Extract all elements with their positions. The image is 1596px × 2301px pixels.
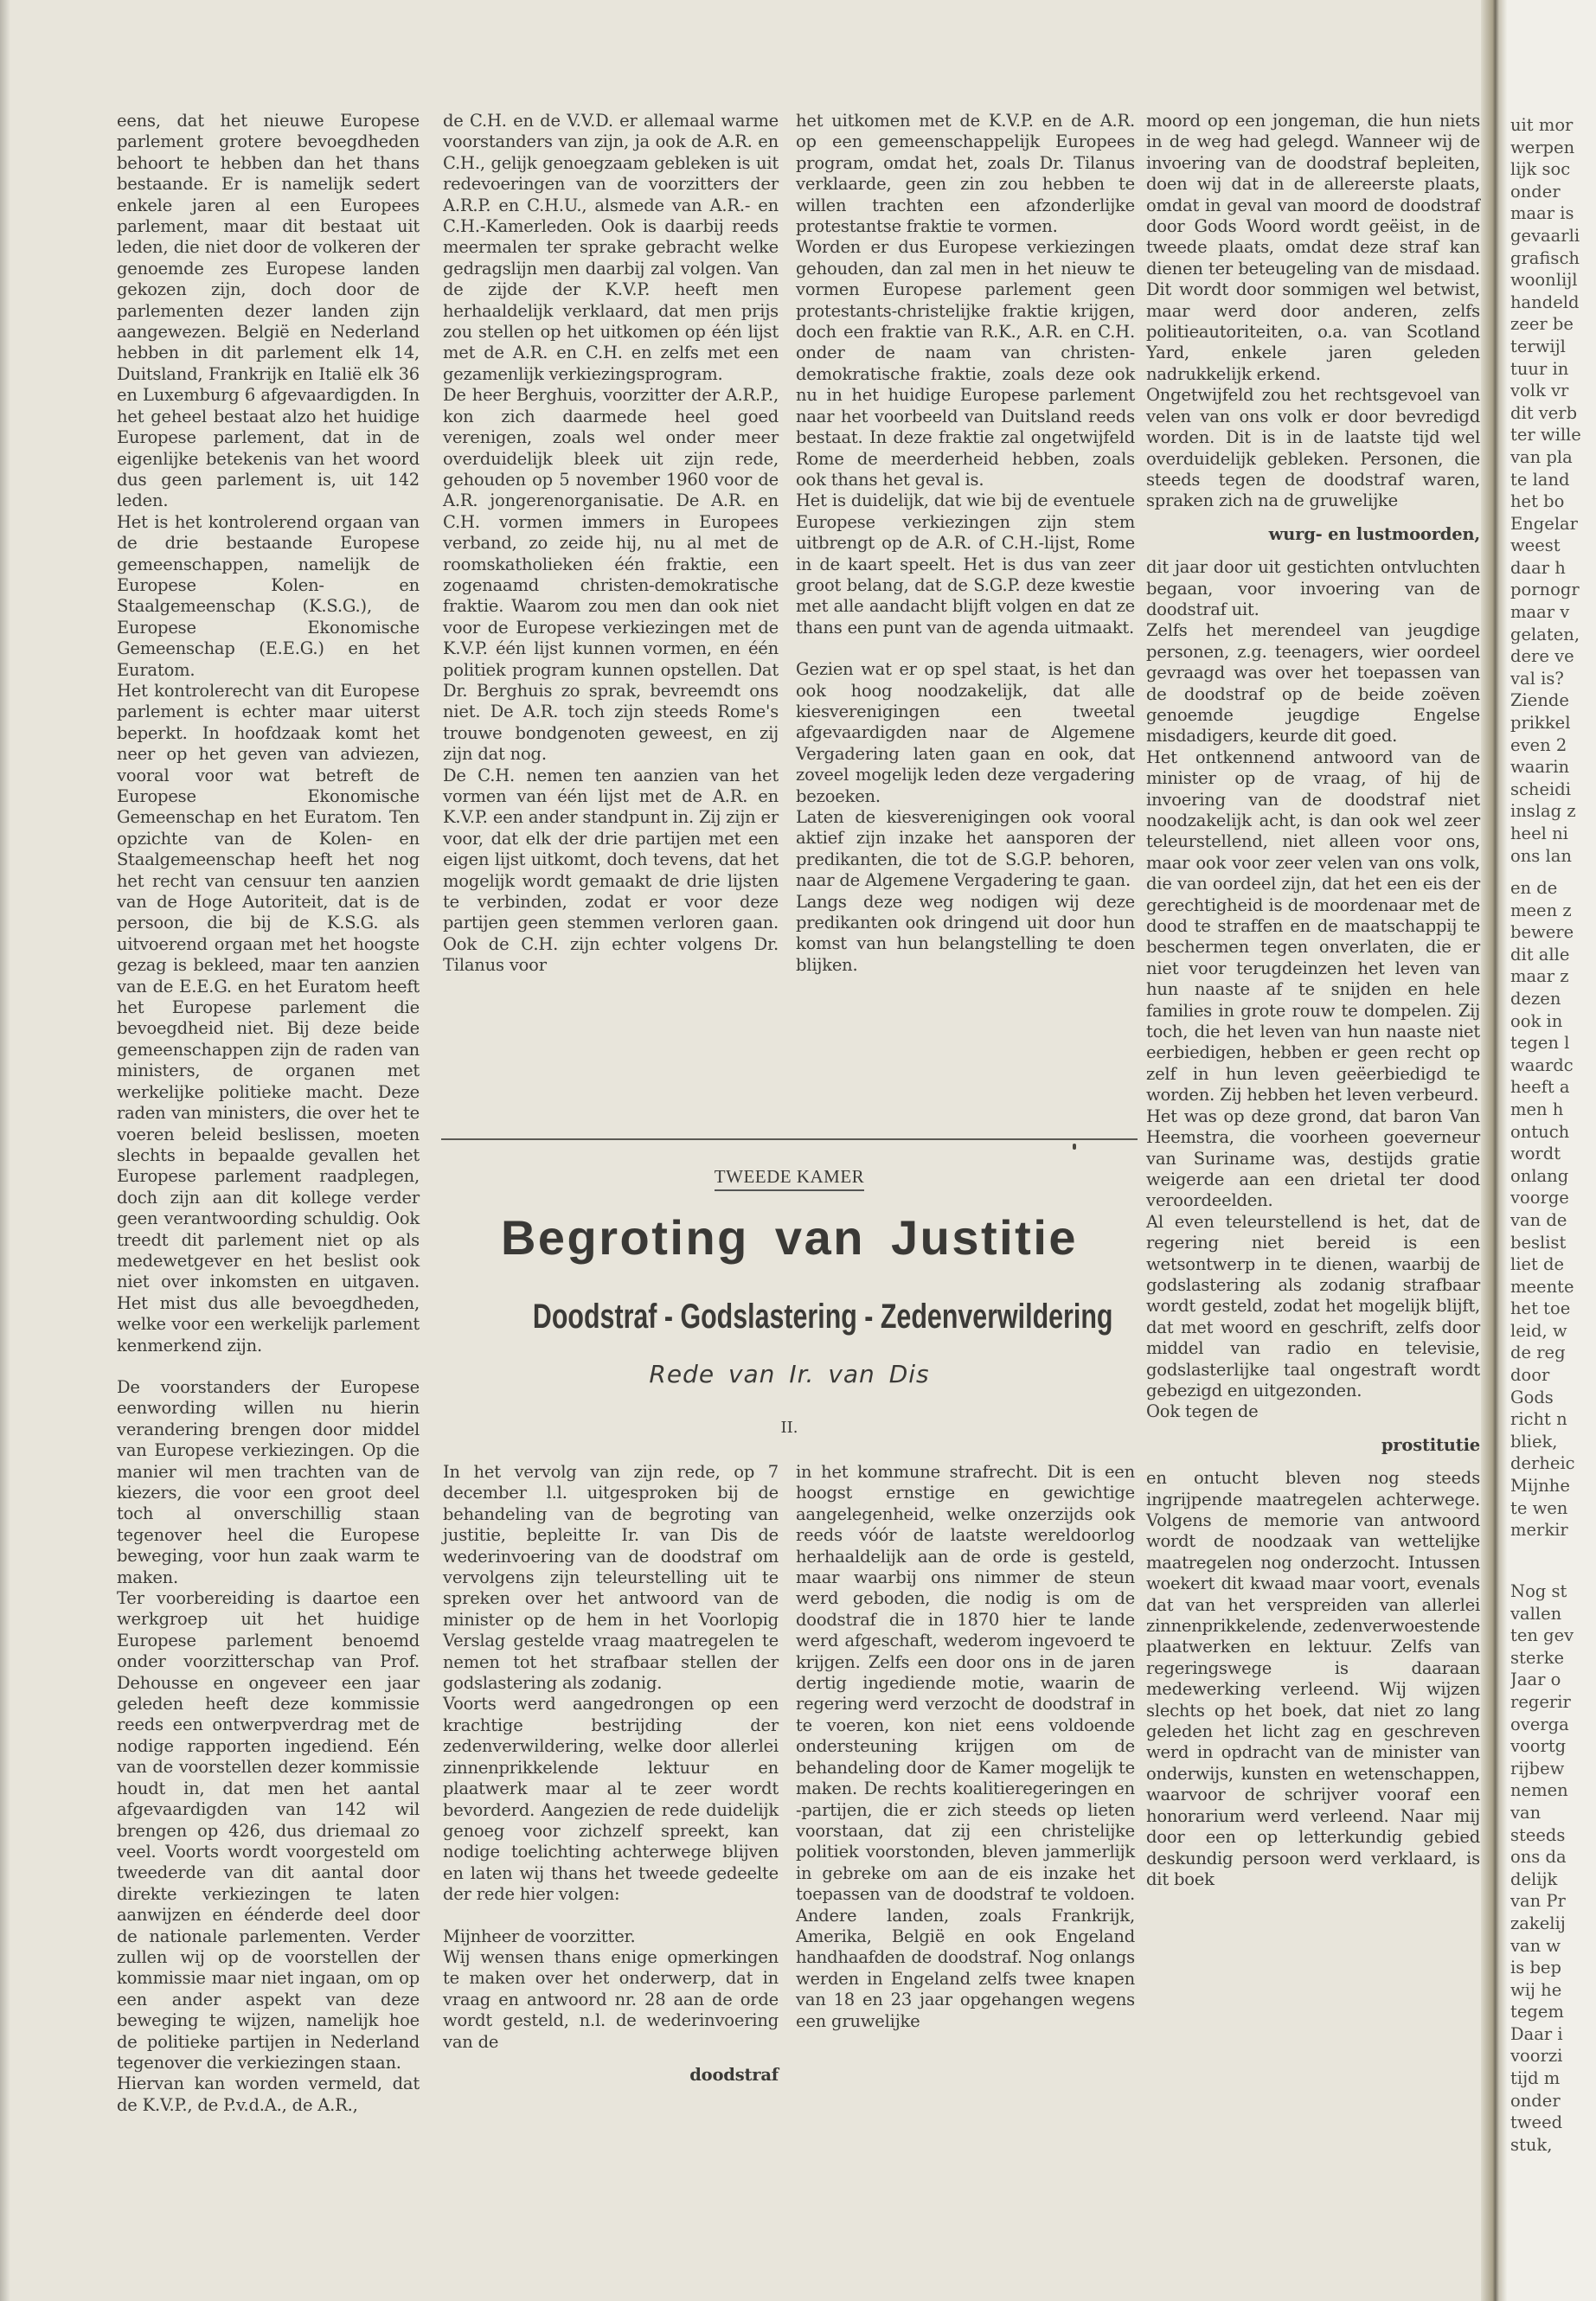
text-line-fragment: overga: [1510, 1714, 1569, 1734]
text-line-fragment: van de: [1510, 1209, 1567, 1230]
paragraph: Mijnheer de voorzitter.: [443, 1926, 636, 1946]
text-line-fragment: zakelij: [1510, 1913, 1566, 1933]
paragraph: Gezien wat er op spel staat, is het dan ook hoog noodzakelijk, dat alle kiesverenigingen een tweetal afgevaardigden naar de Algemene Vergadering laten gaan en ook, dat zoveel mogelijk leden deze vergadering bezoeken.: [796, 659, 1135, 806]
text-line-fragment: maar is: [1510, 203, 1574, 224]
text-line-fragment: even 2: [1510, 734, 1567, 755]
text-line-fragment: wij he: [1510, 1979, 1562, 2000]
text-line-fragment: richt n: [1510, 1409, 1567, 1430]
column-4: [1146, 111, 1480, 1890]
text-line-fragment: waardc: [1510, 1054, 1574, 1075]
text-line-fragment: woonlijl: [1510, 270, 1578, 291]
text-line-fragment: werpen: [1510, 137, 1575, 157]
text-line-fragment: Jaar o: [1510, 1670, 1561, 1690]
page-fold: [1481, 0, 1507, 2301]
text-line-fragment: weest: [1510, 535, 1561, 556]
text-line-fragment: pornogr: [1510, 580, 1580, 600]
text-line-fragment: ons lan: [1510, 845, 1572, 866]
text-line-fragment: bliek,: [1510, 1431, 1558, 1452]
text-line-fragment: Ziende: [1510, 690, 1569, 711]
paragraph: Ter voorbereiding is daartoe een werkgroep uit het huidige Europese parlement benoemd onder voorzitterschap van Prof. Dehousse en ongeveer een jaar geleden heeft deze kommissie reeds een ontwerpverdrag met de nodige rapporten ingediend. Eén van de voorstellen dezer kommissie houdt in, dat men het aantal afgevaardigden van 142 wil brengen op 426, dus driemaal zo veel. Voorts wordt voorgesteld om tweederde van dit aantal door direkte verkiezingen te laten aanwijzen en éénderde deel door de nationale parlementen. Verder zullen wij op de voorstellen der kommissie maar niet ingaan, om op een ander aspekt van deze beweging te wijzen, namelijk hoe de politieke partijen in Nederland tegenover die verkiezingen staan.: [117, 1588, 420, 2073]
text-line-fragment: delijk: [1510, 1868, 1558, 1889]
text-line-fragment: dit verb: [1510, 402, 1578, 423]
text-line-fragment: Nog st: [1510, 1581, 1567, 1601]
next-page-fragment-3: [1510, 1580, 1596, 2156]
text-line-fragment: stuk,: [1510, 2134, 1553, 2155]
section-label-text: TWEEDE KAMER: [715, 1166, 864, 1191]
paragraph: Het kontrolerecht van dit Europese parlement is echter maar uiterst beperkt. In hoofdzaak komt het neer op het geven van adviezen, vooral voor wat betreft de Europese Ekonomische Gemeenschap en het Euratom. Ten opzichte van de Kolen- en Staalgemeenschap heeft het nog het recht van censuur ten aanzien van de Hoge Autoriteit, dat is de persoon, die bij de K.S.G. als uitvoerend orgaan met het hoogste gezag is bekleed, maar ten aanzien van de E.E.G. en het Euratom heeft het Europese parlement die bevoegdheid niet. Bij deze beide gemeenschappen zijn de raden van ministers, de organen met werkelijke politieke macht. Deze raden van ministers, die over het te voeren beleid beslissen, moeten slechts in bepaalde gevallen het Europese parlement raadplegen, doch zijn aan dit kollege verder geen verantwoording schuldig. Ook treedt dit parlement niet op als medewetgever en het beslist ook niet over inkomsten en uitgaven. Het mist dus alle bevoegdheden, welke voor een werkelijk parlement kenmerkend zijn.: [117, 680, 420, 1356]
text-line-fragment: is bep: [1510, 1958, 1561, 1978]
text-line-fragment: van pla: [1510, 446, 1573, 467]
text-line-fragment: tweed: [1510, 2112, 1563, 2133]
text-line-fragment: terwijl: [1510, 336, 1566, 356]
section-label: [441, 1166, 1138, 1191]
text-line-fragment: beslist: [1510, 1232, 1567, 1253]
paragraph: Al even teleurstellend is het, dat de regering niet bereid is een wetsontwerp in te dienen, waarbij de godslastering als zodanig strafbaar wordt gesteld, zodat het mogelijk blijft, dat met woord en geschrift, zelfs door middel van radio en televisie, godslasterlijke taal ongestraft wordt gebezigd en uitgezonden.: [1146, 1211, 1480, 1400]
paragraph: Zelfs het merendeel van jeugdige personen, z.g. teenagers, wier oordeel gevraagd was over het toepassen van de doodstraf op de beide zoëven genoemde jeugdige Engelse misdadigers, keurde dit goed.: [1146, 620, 1480, 747]
text-line-fragment: handeld: [1510, 292, 1580, 312]
text-line-fragment: grafisch: [1510, 247, 1580, 268]
paragraph: Het was op deze grond, dat baron Van Heemstra, die voorheen goeverneur van Suriname was, destijds gratie weigerde aan een drietal ter dood veroordeelden.: [1146, 1106, 1480, 1211]
text-line-fragment: meen z: [1510, 900, 1572, 920]
text-line-fragment: gelaten,: [1510, 624, 1580, 644]
paragraph: Worden er dus Europese verkiezingen gehouden, dan zal men in het nieuw te vormen Europese parlement geen protestants-christelijke fraktie krijgen, doch een fraktie van R.K., A.R. en C.H. onder de naam van christen-demokratische fraktie, zoals deze ook nu in het huidige Europese parlement naar het voorbeeld van Duitsland reeds bestaat. In deze fraktie zal ongetwijfeld Rome de meerderheid hebben, zoals ook thans het geval is.: [796, 237, 1135, 490]
text-line-fragment: daar h: [1510, 557, 1566, 578]
paragraph: Ook tegen de: [1146, 1401, 1259, 1422]
text-line-fragment: voorzi: [1510, 2046, 1563, 2067]
text-line-fragment: scheidi: [1510, 779, 1571, 799]
article-byline: Rede van Ir. van Dis: [649, 1360, 930, 1388]
text-line-fragment: liet de: [1510, 1254, 1565, 1275]
text-line-fragment: regerir: [1510, 1691, 1571, 1712]
inline-subheading: prostitutie: [1381, 1434, 1480, 1455]
paragraph: De heer Berghuis, voorzitter der A.R.P., kon zich daarmede heel goed verenigen, zoals wel onder meer overduidelijk bleek uit zijn rede, gehouden op 5 november 1960 voor de A.R. jongerenorganisatie. De A.R. en C.H. vormen immers in Europees verband, zo zeide hij, nu al met de roomskatholieken één fraktie, een zogenaamd christen-demokratische fraktie. Waarom zou men dan ook niet voor de Europese verkiezingen met de K.V.P. één lijst kunnen vormen, en één politiek program kunnen opstellen. Dat Dr. Berghuis zo sprak, bevreemdt ons niet. De A.R. toch zijn steeds Rome's trouwe bondgenoten geweest, en zij zijn dat nog.: [443, 385, 779, 765]
text-line-fragment: voorge: [1510, 1188, 1569, 1208]
paragraph: De voorstanders der Europese eenwording willen nu hierin verandering brengen door middel van Europese verkiezingen. Op die manier wil men trachten van de kiezers, die voor een groot deel toch al onverschillig staan tegenover heel die Europese beweging, voor hun zaak warm te maken.: [117, 1376, 420, 1587]
section-divider: [441, 1138, 1138, 1140]
text-line-fragment: ter wille: [1510, 425, 1581, 445]
text-line-fragment: steeds: [1510, 1824, 1566, 1845]
text-line-fragment: Daar i: [1510, 2023, 1563, 2044]
column-1: [117, 111, 420, 2116]
text-line-fragment: val is?: [1510, 668, 1564, 689]
text-line-fragment: maar z: [1510, 966, 1569, 987]
column-3-bottom: [796, 1462, 1135, 2032]
text-line-fragment: merkir: [1510, 1520, 1568, 1541]
paragraph: het uitkomen met de K.V.P. en de A.R. op een gemeenschappelijk Europees program, omdat het, zoals Dr. Tilanus verklaarde, geen zin zou hebben te willen trachten een afzonderlijke protestantse fraktie te vormen.: [796, 111, 1135, 237]
paragraph: Voorts werd aangedrongen op een krachtige bestrijding der zedenverwildering, welke door allerlei zinnenprikkelende lektuur en plaatwerk maar al te zeer wordt bevorderd. Aangezien de rede duidelijk genoeg voor zichzelf spreekt, kan nodige toelichting achterwege blijven en laten wij thans het tweede gedeelte der rede hier volgen:: [443, 1694, 779, 1905]
paragraph: De C.H. nemen ten aanzien van het vormen van één lijst met de A.R. en K.V.P. een ander standpunt in. Zij zijn er voor, dat elk der drie partijen met een eigen lijst uitkomt, doch tevens, dat het mogelijk wordt gemaakt de drie lijsten te verbinden, zodat er voor deze partijen geen stemmen verloren gaan. Ook de C.H. zijn echter volgens Dr. Tilanus voor: [443, 765, 779, 976]
article-subheadline: [441, 1298, 1138, 1336]
text-line-fragment: meente: [1510, 1276, 1574, 1297]
text-line-fragment: sterke: [1510, 1647, 1565, 1668]
text-line-fragment: dere ve: [1510, 646, 1574, 667]
inline-subheading: wurg- en lustmoorden,: [1268, 523, 1480, 544]
text-line-fragment: ook in: [1510, 1010, 1563, 1031]
page-edge-shadow: [0, 0, 10, 2301]
text-line-fragment: van: [1510, 1802, 1542, 1823]
text-line-fragment: ons da: [1510, 1847, 1567, 1868]
paragraph: Hiervan kan worden vermeld, dat de K.V.P., de P.v.d.A., de A.R.,: [117, 2073, 420, 2115]
paragraph: moord op een jongeman, die hun niets in de weg had gelegd. Wanneer wij de invoering van de doodstraf bepleiten, doen wij dat in de allereerste plaats, omdat in geval van moord de doodstraf door Gods Woord wordt geëist, in de tweede plaats, omdat deze straf kan dienen ter beteugeling van de misdaad. Dit wordt door sommigen wel betwist, maar werd door anderen, zelfs politieautoriteiten, o.a. van Scotland Yard, enkele jaren geleden nadrukkelijk erkend.: [1146, 111, 1480, 384]
text-line-fragment: zeer be: [1510, 314, 1574, 335]
text-line-fragment: te wen: [1510, 1497, 1568, 1518]
text-line-fragment: Mijnhe: [1510, 1476, 1570, 1497]
text-line-fragment: tijd m: [1510, 2068, 1561, 2089]
text-line-fragment: derheic: [1510, 1453, 1575, 1474]
text-line-fragment: onder: [1510, 181, 1561, 202]
text-line-fragment: door: [1510, 1365, 1550, 1386]
text-line-fragment: onder: [1510, 2090, 1561, 2111]
text-line-fragment: Engelar: [1510, 513, 1578, 534]
next-page-fragment-1: [1510, 114, 1596, 867]
column-3-top: [796, 111, 1135, 976]
text-line-fragment: te land: [1510, 469, 1570, 490]
text-line-fragment: dezen: [1510, 988, 1561, 1009]
article-part-number: II.: [780, 1419, 798, 1437]
text-line-fragment: de reg: [1510, 1343, 1566, 1363]
paragraph: de C.H. en de V.V.D. er allemaal warme voorstanders van zijn, ja ook de A.R. en C.H., gelijk genoegzaam gebleken is uit redevoeringen van de voorzitters der A.R.P. en C.H.U., alsmede van A.R.- en C.H.-Kamerleden. Ook is daarbij reeds meermalen ter sprake gebracht welke gedragslijn men daarbij zal volgen. Van de zijde der K.V.P. heeft men herhaaldelijk verklaard, dat men prijs zou stellen op het uitkomen op één lijst met de A.R. en C.H. en zelfs met een gezamenlijk verkiezingsprogram.: [443, 111, 779, 384]
text-line-fragment: tegem: [1510, 2002, 1564, 2022]
article-subheadline-text: Doodstraf - Godslastering - Zedenverwildering: [532, 1298, 1113, 1336]
text-line-fragment: het toe: [1510, 1298, 1571, 1319]
text-line-fragment: heeft a: [1510, 1077, 1570, 1098]
text-line-fragment: van Pr: [1510, 1891, 1566, 1912]
next-page-fragment-2: [1510, 877, 1596, 1541]
paragraph: Het is het kontrolerend orgaan van de drie bestaande Europese gemeenschappen, namelijk de Europese Kolen- en Staalgemeenschap (K.S.G.), de Europese Ekonomische Gemeenschap (E.E.G.) en het Euratom.: [117, 511, 420, 680]
article-headline: Begroting van Justitie: [500, 1210, 1079, 1265]
text-line-fragment: lijk soc: [1510, 159, 1571, 180]
text-line-fragment: inslag z: [1510, 801, 1576, 822]
text-line-fragment: volk vr: [1510, 381, 1569, 401]
text-line-fragment: van w: [1510, 1935, 1561, 1956]
text-line-fragment: maar v: [1510, 602, 1570, 623]
text-line-fragment: en de: [1510, 878, 1558, 898]
paragraph: Langs deze weg nodigen wij deze predikanten ook dringend uit door hun komst van hun belangstelling te doen blijken.: [796, 891, 1135, 975]
text-line-fragment: ten gev: [1510, 1625, 1574, 1646]
paragraph: in het kommune strafrecht. Dit is een hoogst ernstige en gewichtige aangelegenheid, welke onzerzijds ook reeds vóór de laatste wereldoorlog herhaaldelijk aan de orde is gesteld, maar waarbij ons nimmer de steun werd geboden, die nodig is om de doodstraf die in 1870 hier te lande werd afgeschaft, wederom ingevoerd te krijgen. Zelfs een door ons in de jaren dertig ingediende motie, waarin de regering werd verzocht de doodstraf in te voeren, kon niet eens voldoende ondersteuning krijgen om de behandeling door de Kamer mogelijk te maken. De rechts koalitieregeringen en -partijen, die er zich steeds op lieten voorstaan, dat zij een christelijke politiek voorstonden, bleven jammerlijk in gebreke om aan de eis inzake het toepassen van de doodstraf te voldoen. Andere landen, zoals Frankrijk, Amerika, België en ook Engeland handhaafden de doodstraf. Nog onlangs werden in Engeland zelfs twee knapen van 18 en 23 jaar opgehangen wegens een gruwelijke: [796, 1462, 1135, 2031]
text-line-fragment: tuur in: [1510, 358, 1569, 379]
text-line-fragment: nemen: [1510, 1780, 1568, 1801]
paragraph: Wij wensen thans enige opmerkingen te maken over het onderwerp, dat in vraag en antwoord nr. 28 aan de orde wordt gesteld, n.l. de wederinvoering van de: [443, 1946, 779, 2052]
text-line-fragment: rijbew: [1510, 1758, 1565, 1779]
paragraph: dit jaar door uit gestichten ontvluchten begaan, voor invoering van de doodstraf uit.: [1146, 557, 1480, 619]
paragraph: Laten de kiesverenigingen ook vooral aktief zijn inzake het aansporen der predikanten, die tot de S.G.P. behoren, naar de Algemene Vergadering te gaan.: [796, 807, 1135, 891]
text-line-fragment: wordt: [1510, 1144, 1561, 1164]
paragraph: Het ontkennend antwoord van de minister op de vraag, of hij de invoering van de doodstraf niet noodzakelijk acht, is dan ook wel zeer teleurstellend, niet alleen voor ons, maar ook voor zeer velen van ons volk, die van oordeel zijn, dat het een eis der gerechtigheid is de moordenaar met de dood te straffen en de maatschappij te beschermen tegen onverlaten, die er niet voor terugdeinzen het leven van hun naaste af te snijden en hele families in grote rouw te dompelen. Zij toch, die het leven van hun naaste niet eerbiedigen, hebben er geen recht op zelf in hun leven geëerbiedigd te worden. Zij hebben het leven verbeurd.: [1146, 747, 1480, 1106]
paragraph: In het vervolg van zijn rede, op 7 december l.l. uitgesproken bij de behandeling van de begroting van justitie, bepleitte Ir. van Dis de wederinvoering van de doodstraf om vervolgens zijn teleurstelling uit te spreken over het antwoord van de minister op de hem in het Voorlopig Verslag gestelde vraag maatregelen te nemen tot het strafbaar stellen der godslastering als zodanig.: [443, 1462, 779, 1694]
text-line-fragment: gevaarli: [1510, 225, 1580, 246]
text-line-fragment: tegen l: [1510, 1033, 1570, 1054]
text-line-fragment: bewere: [1510, 922, 1574, 943]
text-line-fragment: men h: [1510, 1099, 1564, 1119]
text-line-fragment: prikkel: [1510, 713, 1571, 734]
text-line-fragment: heel ni: [1510, 824, 1568, 843]
paragraph: en ontucht bleven nog steeds ingrijpende maatregelen achterwege. Volgens de memorie van antwoord wordt de noodzaak van wettelijke maatregelen nog onderzocht. Intussen woekert dit kwaad maar voort, evenals dat van het verspreiden van allerlei zinnenprikkelende, zedenverwoestende plaatwerken en lektuur. Zelfs van regeringswege is daaraan medewerking verleend. Wij wijzen slechts op het boek, dat niet zo lang geleden het licht zag en geschreven werd in opdracht van de minister van onderwijs, kunsten en wetenschappen, waarvoor de schrijver vooraf een honorarium werd verleend. Naar mij door een op letterkundig gebied deskundig persoon werd verklaard, is dit boek: [1146, 1468, 1480, 1889]
text-line-fragment: ontuch: [1510, 1121, 1570, 1142]
text-line-fragment: waarin: [1510, 757, 1570, 778]
text-line-fragment: het bo: [1510, 491, 1565, 512]
print-speck: [1073, 1144, 1076, 1150]
inline-subheading: doodstraf: [689, 2064, 779, 2085]
paragraph: Ongetwijfeld zou het rechtsgevoel van velen van ons volk er door bevredigd worden. Dit is in de laatste tijd wel overduidelijk gebleken. Personen, die steeds tegen de doodstraf waren, spraken zich na de gruwelijke: [1146, 385, 1480, 511]
text-line-fragment: leid, w: [1510, 1320, 1567, 1341]
text-line-fragment: voortg: [1510, 1736, 1567, 1757]
text-line-fragment: Gods: [1510, 1387, 1554, 1407]
column-2-bottom: [443, 1462, 779, 2098]
text-line-fragment: onlang: [1510, 1165, 1569, 1186]
paragraph: eens, dat het nieuwe Europese parlement grotere bevoegdheden behoort te hebben dan het thans bestaande. Er is namelijk sedert enkele jaren al een Europees parlement, maar dit bestaat uit leden, die niet door de volkeren der genoemde zes Europese landen gekozen zijn, doch door de parlementen dezer landen zijn aangewezen. België en Nederland hebben in dit parlement elk 14, Duitsland, Frankrijk en Italië elk 36 en Luxemburg 6 afgevaardigden. In het geheel bestaat alzo het huidige Europese parlement, dat in de eigenlijke betekenis van het woord dus geen parlement is, uit 142 leden.: [117, 111, 420, 511]
column-2-top: [443, 111, 779, 977]
text-line-fragment: uit mor: [1510, 115, 1574, 135]
text-line-fragment: vallen: [1510, 1603, 1562, 1624]
text-line-fragment: dit alle: [1510, 944, 1570, 965]
paragraph: Het is duidelijk, dat wie bij de eventuele Europese verkiezingen zijn stem uitbrengt op de A.R. of C.H.-lijst, Rome in de kaart speelt. Het is dus van zeer groot belang, dat de S.G.P. deze kwestie met alle aandacht blijft volgen en dat ze thans een punt van de agenda uitmaakt.: [796, 490, 1135, 638]
